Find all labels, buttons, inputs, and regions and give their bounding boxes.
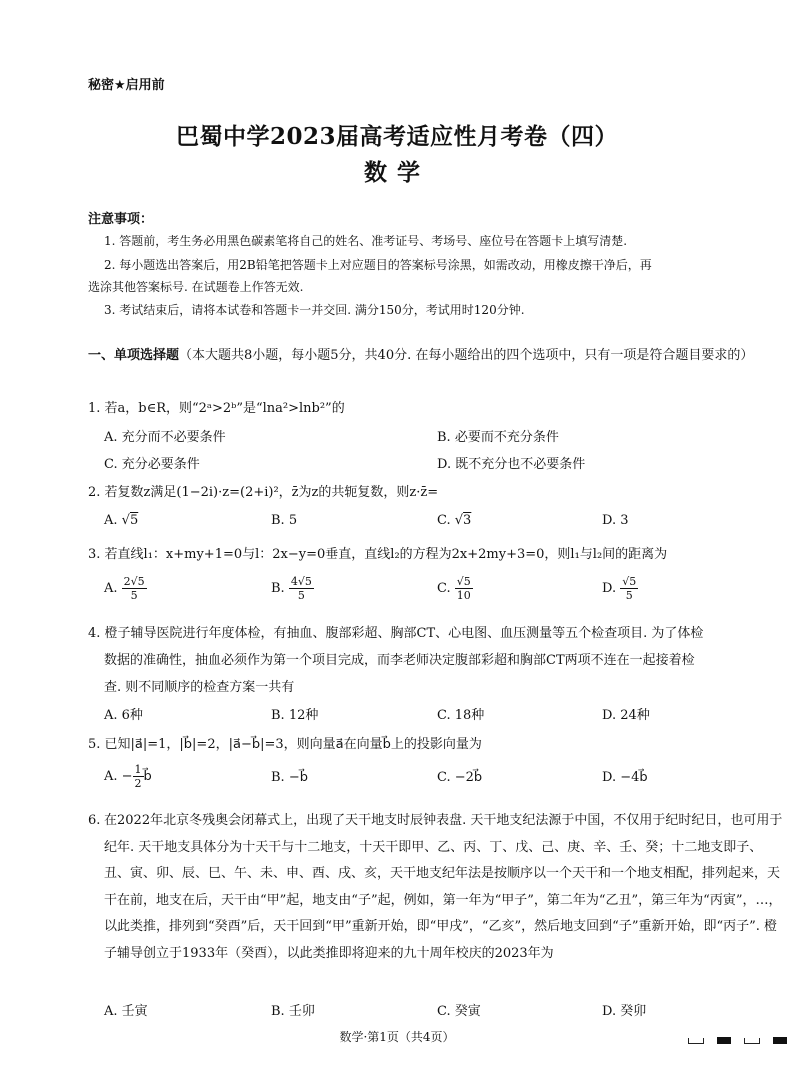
note-item: 2. 每小题选出答案后，用2B铅笔把答题卡上对应题目的答案标号涂黑，如需改动，用橡皮擦干净后，再 [104,258,652,272]
q1-option-c: C. 充分必要条件 [104,457,200,472]
q3-option-a: A. $\frac{2√5}{5}$ [104,575,145,602]
question-1-stem: 1. 若a，b∈R，则“2ᵃ>2ᵇ”是“lna²>lnb²”的 [88,401,345,416]
q3-option-b: B. $\frac{4√5}{5}$ [271,575,312,602]
q2-option-a: A. √5 [104,513,139,528]
page-footer: 数学·第1页（共4页） [339,1030,455,1044]
question-4-line: 4. 橙子辅导医院进行年度体检，有抽血、腹部彩超、胸部CT、心电图、血压测量等五个检查项目. 为了体检 [88,626,704,641]
q5-option-d: D. −4b⃗ [602,770,648,785]
q1-option-d: D. 既不充分也不必要条件 [437,457,586,472]
note-item: 1. 答题前，考生务必用黑色碳素笔将自己的姓名、准考证号、考场号、座位号在答题卡上填写清楚. [104,234,628,248]
q2-option-c: C. √3 [437,513,472,528]
q6-option-b: B. 壬卯 [271,1004,315,1019]
exam-subject: 数学 [364,159,430,186]
registration-marks [688,1030,794,1049]
q3-option-c: C. $\frac{√5}{10}$ [437,575,471,602]
question-2-stem: 2. 若复数z满足(1−2i)·z=(2+i)²，z̄为z的共轭复数，则z·z̄= [88,485,439,500]
question-6-text: 在2022年北京冬残奥会闭幕式上，出现了天干地支时辰钟表盘. 天干地支纪法源于中国，不仅用于纪时纪日，也可用于纪年. 天干地支具体分为十天干与十二地支，十天干即甲、乙、丙、丁、戊、己、庚、辛、壬、癸；十二地支即子、丑、寅、卯、辰、巳、午、未、申、酉、戌、亥，天干地支纪年法是按顺序以一个天干和一个地支相配，排列起来，天干在前，地支在后，天干由“甲”起，地支由“子”起，例如，第一年为“甲子”，第二年为“乙丑”，第三年为“丙寅”，…，以此类推，排列到“癸酉”后，天干回到“甲”重新开始，即“甲戌”，“乙亥”，然后地支回到“子”重新开始，即“丙子”. 橙子辅导创立于1933年（癸酉），以此类推即将迎来的九十周年校庆的2023年为 [104,813,783,961]
q1-option-a: A. 充分而不必要条件 [104,430,226,445]
confidential-label: 秘密★启用前 [88,78,165,93]
q6-option-d: D. 癸卯 [602,1004,647,1019]
notes-heading: 注意事项： [88,212,154,227]
section-description: （本大题共8小题，每小题5分，共40分. 在每小题给出的四个选项中，只有一项是符合题目要求的） [179,348,754,363]
question-4-line: 数据的准确性，抽血必须作为第一个项目完成，而李老师决定腹部彩超和胸部CT两项不连在一起接着检 [104,653,695,668]
q4-option-a: A. 6种 [104,708,143,723]
q6-option-c: C. 癸寅 [437,1004,481,1019]
q2-option-d: D. 3 [602,513,629,528]
mark-open-icon [744,1038,760,1044]
note-item: 选涂其他答案标号. 在试题卷上作答无效. [88,280,304,294]
question-6-number: 6. [88,813,101,828]
q5-option-c: C. −2b⃗ [437,770,483,785]
question-3-stem: 3. 若直线l₁：x+my+1=0与l：2x−y=0垂直，直线l₂的方程为2x+2my+3=0，则l₁与l₂间的距离为 [88,547,668,562]
q4-option-b: B. 12种 [271,708,319,723]
section-heading [88,343,788,369]
q4-option-d: D. 24种 [602,708,650,723]
note-item: 3. 考试结束后，请将本试卷和答题卡一并交回. 满分150分，考试用时120分钟. [104,303,525,317]
question-4-line: 查. 则不同顺序的检查方案一共有 [104,680,295,695]
question-5-stem: 5. 已知|a⃗|=1，|b⃗|=2，|a⃗−b⃗|=3，则向量a⃗在向量b⃗上的投影向量为 [88,737,482,752]
section-title: 一、单项选择题 [88,348,180,363]
mark-filled-icon [717,1037,731,1044]
q2-option-b: B. 5 [271,513,298,528]
q4-option-c: C. 18种 [437,708,485,723]
q1-option-b: B. 必要而不充分条件 [437,430,559,445]
question-6 [88,808,788,967]
q3-option-d: D. $\frac{√5}{5}$ [602,575,637,602]
mark-filled-icon [773,1037,787,1044]
mark-open-icon [688,1038,704,1044]
q5-option-a: A. − $\frac{1}{2}$ b⃗ [104,763,152,790]
q5-option-b: B. −b⃗ [271,770,308,785]
q6-option-a: A. 壬寅 [104,1004,148,1019]
exam-title: 巴蜀中学2023届高考适应性月考卷（四） [175,123,618,150]
